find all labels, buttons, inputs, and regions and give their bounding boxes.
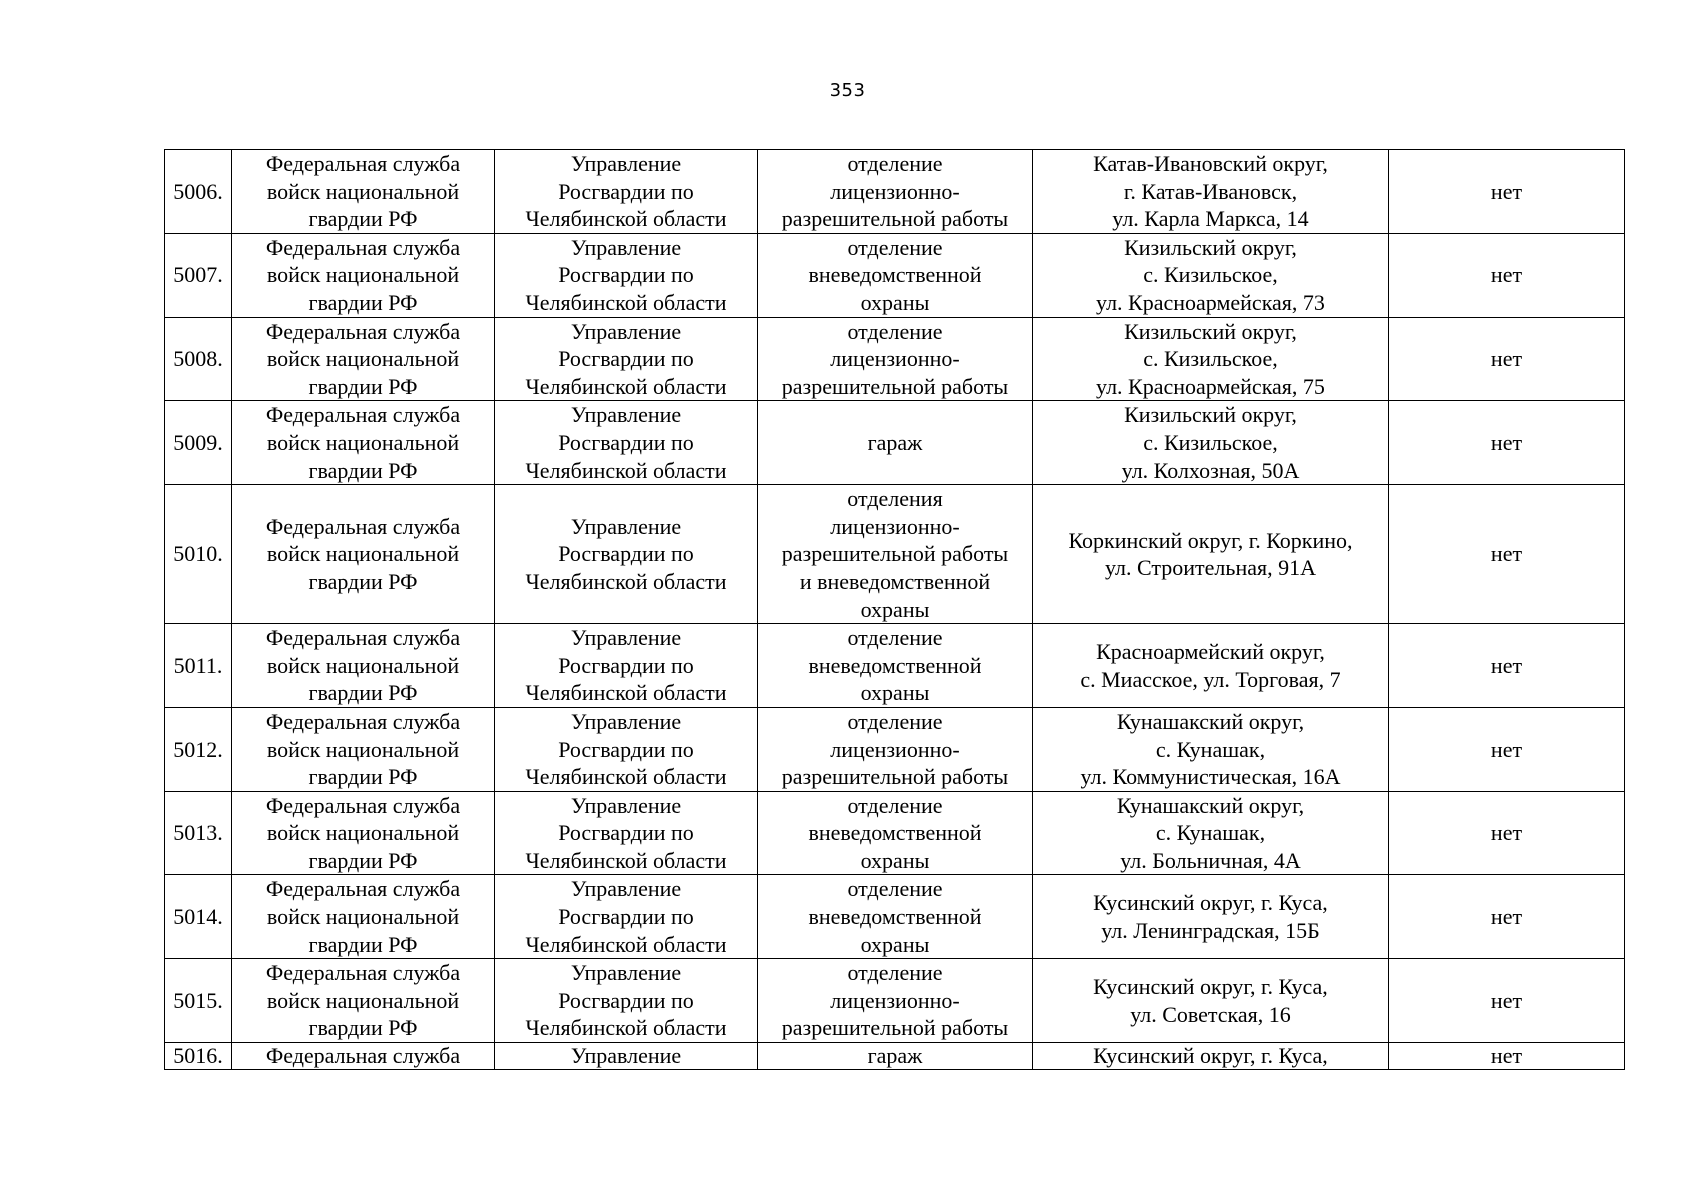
flag-cell: нет: [1389, 791, 1625, 875]
address-cell: Кизильский округ, с. Кизильское, ул. Красноармейская, 75: [1033, 317, 1389, 401]
organization-cell: Федеральная служба войск национальной гвардии РФ: [232, 624, 495, 708]
department-cell: гараж: [758, 1043, 1033, 1070]
department-cell: отделение вневедомственной охраны: [758, 233, 1033, 317]
organization-cell: Федеральная служба войск национальной гвардии РФ: [232, 791, 495, 875]
flag-cell: нет: [1389, 624, 1625, 708]
department-cell: отделение лицензионно- разрешительной работы: [758, 150, 1033, 234]
unit-cell: Управление Росгвардии по Челябинской области: [495, 317, 758, 401]
page-number: 353: [829, 80, 866, 101]
table-row: [165, 959, 1625, 1043]
flag-cell: нет: [1389, 401, 1625, 485]
address-cell: Коркинский округ, г. Коркино, ул. Строительная, 91А: [1033, 485, 1389, 624]
address-cell: Красноармейский округ, с. Миасское, ул. Торговая, 7: [1033, 624, 1389, 708]
flag-cell: нет: [1389, 233, 1625, 317]
row-number: 5015.: [165, 959, 232, 1043]
department-cell: отделение лицензионно- разрешительной работы: [758, 959, 1033, 1043]
department-cell: гараж: [758, 401, 1033, 485]
department-cell: отделение вневедомственной охраны: [758, 791, 1033, 875]
address-cell: Кунашакский округ, с. Кунашак, ул. Коммунистическая, 16А: [1033, 707, 1389, 791]
unit-cell: Управление Росгвардии по Челябинской области: [495, 401, 758, 485]
table-row: [165, 150, 1625, 234]
department-cell: отделение вневедомственной охраны: [758, 624, 1033, 708]
address-cell: Кусинский округ, г. Куса, ул. Советская, 16: [1033, 959, 1389, 1043]
row-number: 5013.: [165, 791, 232, 875]
row-number: 5014.: [165, 875, 232, 959]
flag-cell: нет: [1389, 317, 1625, 401]
row-number: 5007.: [165, 233, 232, 317]
row-number: 5006.: [165, 150, 232, 234]
organization-cell: Федеральная служба войск национальной гвардии РФ: [232, 233, 495, 317]
unit-cell: Управление Росгвардии по Челябинской области: [495, 707, 758, 791]
unit-cell: Управление: [495, 1043, 758, 1070]
organization-cell: Федеральная служба войск национальной гвардии РФ: [232, 959, 495, 1043]
unit-cell: Управление Росгвардии по Челябинской области: [495, 624, 758, 708]
flag-cell: нет: [1389, 959, 1625, 1043]
table-row: [165, 791, 1625, 875]
organization-cell: Федеральная служба войск национальной гвардии РФ: [232, 485, 495, 624]
address-cell: Кизильский округ, с. Кизильское, ул. Красноармейская, 73: [1033, 233, 1389, 317]
address-cell: Катав-Ивановский округ, г. Катав-Ивановск, ул. Карла Маркса, 14: [1033, 150, 1389, 234]
organization-cell: Федеральная служба войск национальной гвардии РФ: [232, 707, 495, 791]
department-cell: отделение вневедомственной охраны: [758, 875, 1033, 959]
row-number: 5008.: [165, 317, 232, 401]
unit-cell: Управление Росгвардии по Челябинской области: [495, 485, 758, 624]
table-row: [165, 707, 1625, 791]
row-number: 5011.: [165, 624, 232, 708]
flag-cell: нет: [1389, 707, 1625, 791]
registry-table: [164, 149, 1625, 1070]
organization-cell: Федеральная служба войск национальной гвардии РФ: [232, 150, 495, 234]
table-row: [165, 401, 1625, 485]
row-number: 5010.: [165, 485, 232, 624]
flag-cell: нет: [1389, 150, 1625, 234]
address-cell: Кусинский округ, г. Куса,: [1033, 1043, 1389, 1070]
organization-cell: Федеральная служба: [232, 1043, 495, 1070]
flag-cell: нет: [1389, 875, 1625, 959]
flag-cell: нет: [1389, 485, 1625, 624]
table-row: [165, 1043, 1625, 1070]
table-row: [165, 233, 1625, 317]
flag-cell: нет: [1389, 1043, 1625, 1070]
unit-cell: Управление Росгвардии по Челябинской области: [495, 791, 758, 875]
table-row: [165, 485, 1625, 624]
table-row: [165, 317, 1625, 401]
address-cell: Кусинский округ, г. Куса, ул. Ленинградская, 15Б: [1033, 875, 1389, 959]
row-number: 5012.: [165, 707, 232, 791]
organization-cell: Федеральная служба войск национальной гвардии РФ: [232, 875, 495, 959]
unit-cell: Управление Росгвардии по Челябинской области: [495, 233, 758, 317]
address-cell: Кунашакский округ, с. Кунашак, ул. Больничная, 4А: [1033, 791, 1389, 875]
table-row: [165, 624, 1625, 708]
address-cell: Кизильский округ, с. Кизильское, ул. Колхозная, 50А: [1033, 401, 1389, 485]
department-cell: отделение лицензионно- разрешительной работы: [758, 707, 1033, 791]
table-row: [165, 875, 1625, 959]
department-cell: отделение лицензионно- разрешительной работы: [758, 317, 1033, 401]
department-cell: отделения лицензионно- разрешительной работы и вневедомственной охраны: [758, 485, 1033, 624]
organization-cell: Федеральная служба войск национальной гвардии РФ: [232, 401, 495, 485]
unit-cell: Управление Росгвардии по Челябинской области: [495, 875, 758, 959]
organization-cell: Федеральная служба войск национальной гвардии РФ: [232, 317, 495, 401]
row-number: 5009.: [165, 401, 232, 485]
unit-cell: Управление Росгвардии по Челябинской области: [495, 150, 758, 234]
unit-cell: Управление Росгвардии по Челябинской области: [495, 959, 758, 1043]
row-number: 5016.: [165, 1043, 232, 1070]
